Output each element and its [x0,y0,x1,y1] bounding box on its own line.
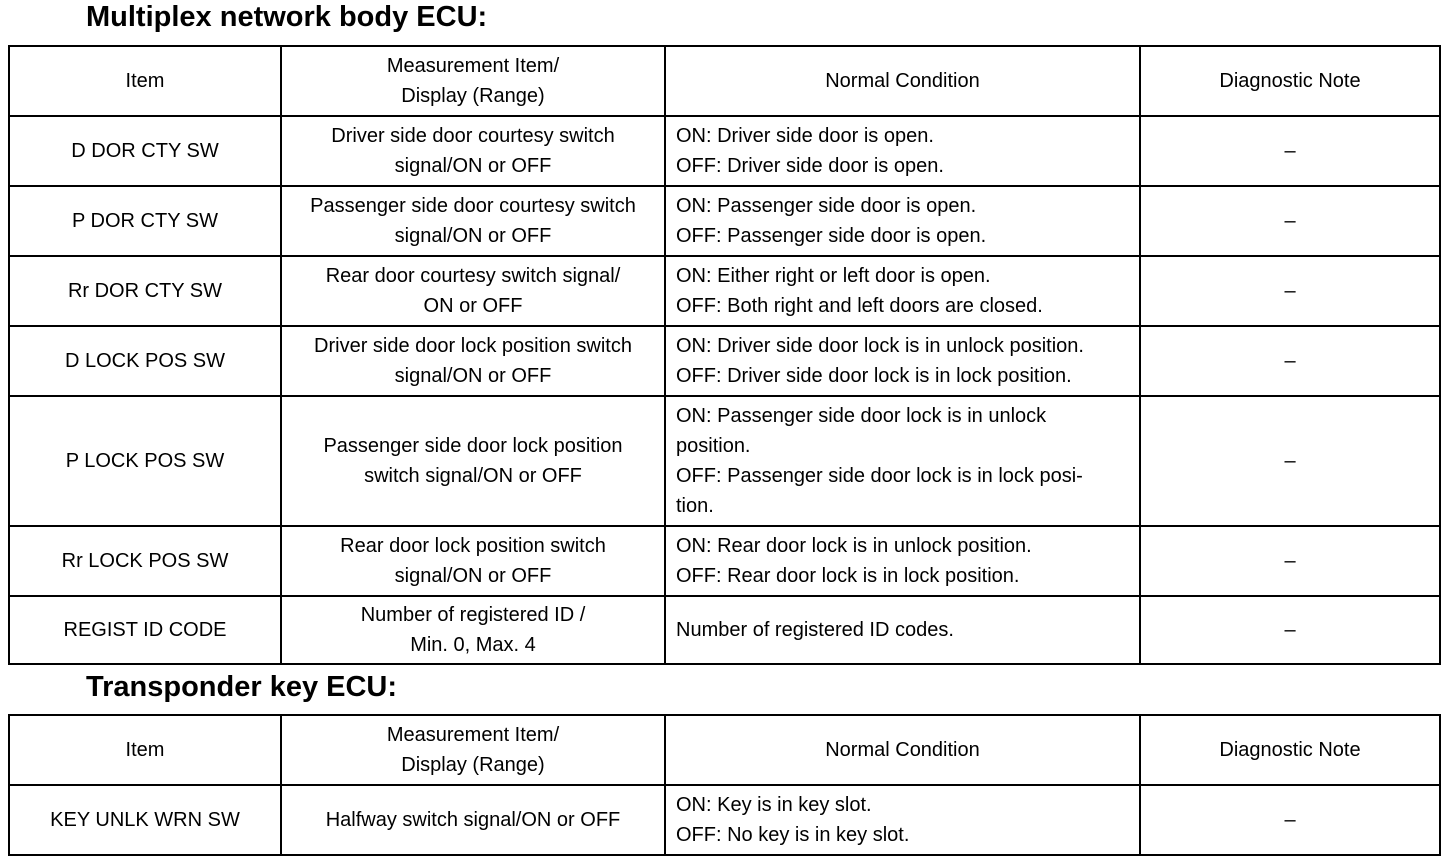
cell-measurement: Rear door courtesy switch signal/ ON or OFF [281,256,665,326]
header-item: Item [9,715,281,785]
table-row [9,526,1440,596]
cell-condition: ON: Passenger side door lock is in unlock position. OFF: Passenger side door lock is in lock posi- tion. [665,396,1140,526]
cell-measurement: Halfway switch signal/ON or OFF [281,785,665,855]
header-measurement: Measurement Item/ Display (Range) [281,46,665,116]
header-measurement: Measurement Item/ Display (Range) [281,715,665,785]
cell-condition: Number of registered ID codes. [665,596,1140,664]
header-item: Item [9,46,281,116]
table-header-row [9,46,1440,116]
header-note: Diagnostic Note [1140,715,1440,785]
cell-condition: ON: Passenger side door is open. OFF: Passenger side door is open. [665,186,1140,256]
cell-item: REGIST ID CODE [9,596,281,664]
cell-item: D LOCK POS SW [9,326,281,396]
header-condition: Normal Condition [665,715,1140,785]
header-condition: Normal Condition [665,46,1140,116]
cell-measurement: Number of registered ID / Min. 0, Max. 4 [281,596,665,664]
cell-note: – [1140,186,1440,256]
cell-item: KEY UNLK WRN SW [9,785,281,855]
section-title-multiplex: Multiplex network body ECU: [86,1,488,33]
table-row [9,396,1440,526]
section-title-transponder: Transponder key ECU: [86,671,398,703]
cell-measurement: Driver side door lock position switch signal/ON or OFF [281,326,665,396]
cell-measurement: Rear door lock position switch signal/ON or OFF [281,526,665,596]
cell-note: – [1140,785,1440,855]
cell-condition: ON: Either right or left door is open. OFF: Both right and left doors are closed. [665,256,1140,326]
cell-item: P LOCK POS SW [9,396,281,526]
cell-note: – [1140,526,1440,596]
table-header-row [9,715,1440,785]
cell-item: D DOR CTY SW [9,116,281,186]
table-row [9,256,1440,326]
cell-item: Rr DOR CTY SW [9,256,281,326]
table-row [9,785,1440,855]
cell-note: – [1140,116,1440,186]
cell-condition: ON: Driver side door is open. OFF: Driver side door is open. [665,116,1140,186]
table-row [9,186,1440,256]
transponder-ecu-table [8,714,1441,856]
cell-note: – [1140,326,1440,396]
cell-note: – [1140,396,1440,526]
cell-item: P DOR CTY SW [9,186,281,256]
table-row [9,116,1440,186]
cell-condition: ON: Key is in key slot. OFF: No key is in key slot. [665,785,1140,855]
cell-measurement: Passenger side door courtesy switch signal/ON or OFF [281,186,665,256]
cell-item: Rr LOCK POS SW [9,526,281,596]
cell-condition: ON: Driver side door lock is in unlock position. OFF: Driver side door lock is in lock position. [665,326,1140,396]
cell-condition: ON: Rear door lock is in unlock position. OFF: Rear door lock is in lock position. [665,526,1140,596]
cell-measurement: Driver side door courtesy switch signal/ON or OFF [281,116,665,186]
cell-measurement: Passenger side door lock position switch signal/ON or OFF [281,396,665,526]
cell-note: – [1140,596,1440,664]
cell-note: – [1140,256,1440,326]
header-note: Diagnostic Note [1140,46,1440,116]
multiplex-ecu-table [8,45,1441,665]
table-row [9,596,1440,664]
table-row [9,326,1440,396]
